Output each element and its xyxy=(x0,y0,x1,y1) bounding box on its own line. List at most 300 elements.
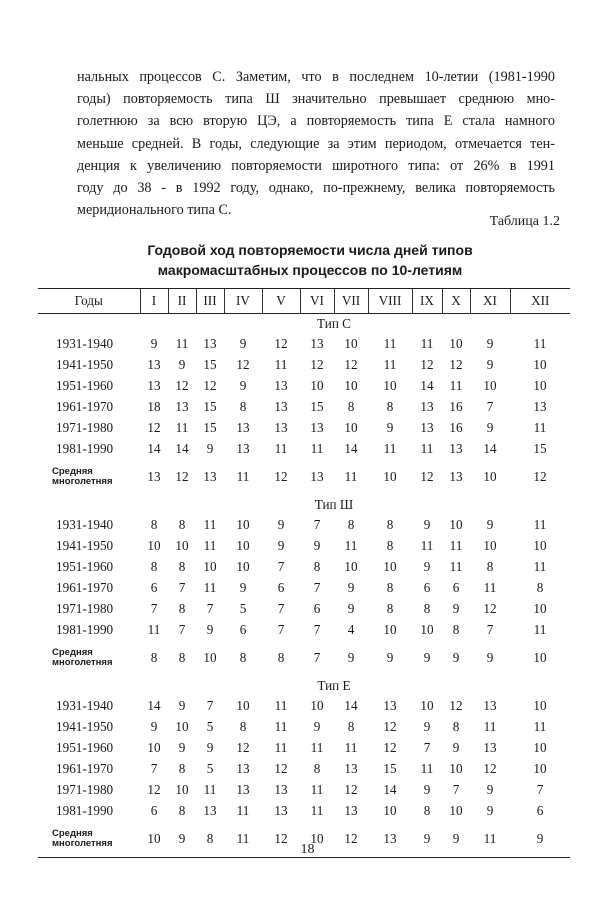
table-cell: 11 xyxy=(203,537,217,553)
table-row xyxy=(38,556,570,577)
table-cell: 10 xyxy=(310,377,324,393)
table-row xyxy=(38,438,570,459)
table-cell: 8 xyxy=(150,516,158,532)
table-cell: 8 xyxy=(239,718,247,734)
table-cell: 12 xyxy=(449,356,463,372)
table-cell: 9 xyxy=(206,739,214,755)
table-cell: 12 xyxy=(274,760,288,776)
average-cell: 9 xyxy=(347,650,355,665)
average-cell: 12 xyxy=(262,821,300,858)
table-cell: 9 xyxy=(452,739,460,755)
average-cell: 8 xyxy=(178,650,186,665)
row-years: 1981-1990 xyxy=(56,802,114,818)
average-cell: 7 xyxy=(313,650,321,665)
average-cell: 9 xyxy=(168,821,196,858)
average-cell: 12 xyxy=(274,469,288,484)
table-cell: 11 xyxy=(383,440,397,456)
paragraph-line: меридионального типа С. xyxy=(77,202,232,219)
table-cell: 12 xyxy=(203,377,217,393)
column-header-month: X xyxy=(442,289,470,314)
table-cell: 8 xyxy=(347,516,355,532)
table-cell: 5 xyxy=(206,760,214,776)
table-cell: 10 xyxy=(310,697,324,713)
table-row xyxy=(38,758,570,779)
table-cell: 8 xyxy=(486,558,494,574)
table-cell: 15 xyxy=(310,398,324,414)
table-cell: 13 xyxy=(274,781,288,797)
table-cell: 11 xyxy=(420,335,434,351)
table-cell: 8 xyxy=(423,802,431,818)
table-cell: 16 xyxy=(449,419,463,435)
table-cell: 13 xyxy=(274,802,288,818)
table-cell: 12 xyxy=(344,356,358,372)
table-row xyxy=(38,535,570,556)
table-cell: 13 xyxy=(274,398,288,414)
table-cell: 8 xyxy=(150,558,158,574)
average-cell: 13 xyxy=(368,821,412,858)
table-cell: 11 xyxy=(203,579,217,595)
paragraph-line: денция к увеличению повторяемости широтного типа: от 26% в 1991 xyxy=(77,157,555,174)
table-cell: 13 xyxy=(203,802,217,818)
table-cell: 10 xyxy=(533,377,547,393)
column-header-month: III xyxy=(196,289,224,314)
table-cell: 11 xyxy=(533,516,547,532)
paragraph-line: меньше средней. В годы, следующие за этим периодом, отмечается тен- xyxy=(77,135,555,152)
table-cell: 9 xyxy=(178,356,186,372)
table-cell: 8 xyxy=(178,802,186,818)
table-row xyxy=(38,396,570,417)
table-cell: 11 xyxy=(420,440,434,456)
average-cell: 9 xyxy=(386,650,394,665)
table-row xyxy=(38,619,570,640)
table-cell: 9 xyxy=(347,600,355,616)
paragraph-line: голетнюю за всю вторую ЦЭ, а повторяемость типа Е стала намного xyxy=(77,113,555,130)
table-cell: 10 xyxy=(147,739,161,755)
table-cell: 9 xyxy=(206,621,214,637)
table-cell: 13 xyxy=(344,760,358,776)
table-cell: 13 xyxy=(274,419,288,435)
table-cell: 16 xyxy=(449,398,463,414)
average-label-line2: многолетняя xyxy=(52,476,113,487)
row-years: 1971-1980 xyxy=(56,419,114,435)
table-cell: 10 xyxy=(533,600,547,616)
table-cell: 13 xyxy=(147,377,161,393)
table-cell: 7 xyxy=(486,621,494,637)
section-title: Тип С xyxy=(317,315,351,331)
row-years: 1951-1960 xyxy=(56,558,114,574)
table-cell: 8 xyxy=(313,558,321,574)
table-cell: 7 xyxy=(452,781,460,797)
table-header-row xyxy=(38,289,570,314)
table-cell: 13 xyxy=(236,440,250,456)
table-cell: 10 xyxy=(533,739,547,755)
table-cell: 10 xyxy=(344,377,358,393)
table-cell: 12 xyxy=(236,356,250,372)
table-cell: 10 xyxy=(483,377,497,393)
table-cell: 9 xyxy=(277,516,285,532)
section-title-row xyxy=(38,495,570,514)
table-cell: 6 xyxy=(277,579,285,595)
table-cell: 10 xyxy=(533,537,547,553)
row-years: 1951-1960 xyxy=(56,739,114,755)
table-cell: 9 xyxy=(423,718,431,734)
table-cell: 10 xyxy=(236,537,250,553)
table-cell: 13 xyxy=(203,335,217,351)
table-cell: 12 xyxy=(274,335,288,351)
table-cell: 9 xyxy=(239,377,247,393)
column-header-years: Годы xyxy=(38,289,140,314)
table-cell: 9 xyxy=(486,781,494,797)
table-cell: 9 xyxy=(486,356,494,372)
table-cell: 10 xyxy=(533,760,547,776)
column-header-month: IV xyxy=(224,289,262,314)
table-row xyxy=(38,417,570,438)
average-row xyxy=(38,459,570,495)
row-years: 1941-1950 xyxy=(56,718,114,734)
table-cell: 13 xyxy=(533,398,547,414)
column-header-month: V xyxy=(262,289,300,314)
column-header-month: IX xyxy=(412,289,442,314)
table-cell: 15 xyxy=(203,419,217,435)
column-header-month: VII xyxy=(334,289,368,314)
row-years: 1931-1940 xyxy=(56,516,114,532)
table-cell: 4 xyxy=(347,621,355,637)
table-cell: 6 xyxy=(150,579,158,595)
average-label xyxy=(38,459,140,495)
column-header-month: XI xyxy=(470,289,510,314)
table-cell: 13 xyxy=(383,697,397,713)
average-cell: 10 xyxy=(300,821,334,858)
average-label-line1: Средняя xyxy=(52,828,93,839)
table-cell: 14 xyxy=(483,440,497,456)
table-cell: 6 xyxy=(536,802,544,818)
table-cell: 7 xyxy=(206,600,214,616)
table-cell: 10 xyxy=(147,537,161,553)
row-years: 1971-1980 xyxy=(56,781,114,797)
table-cell: 11 xyxy=(533,718,547,734)
table-cell: 11 xyxy=(344,537,358,553)
table-cell: 8 xyxy=(313,760,321,776)
average-cell: 12 xyxy=(420,469,434,484)
table-cell: 11 xyxy=(533,419,547,435)
table-cell: 10 xyxy=(344,558,358,574)
column-header-month: II xyxy=(168,289,196,314)
table-cell: 13 xyxy=(236,781,250,797)
table-cell: 15 xyxy=(203,356,217,372)
table-cell: 13 xyxy=(483,739,497,755)
table-cell: 9 xyxy=(486,335,494,351)
table-cell: 10 xyxy=(420,697,434,713)
table-label: Таблица 1.2 xyxy=(489,214,560,229)
row-years: 1981-1990 xyxy=(56,440,114,456)
table-cell: 8 xyxy=(452,718,460,734)
table-row xyxy=(38,577,570,598)
average-cell: 9 xyxy=(452,650,460,665)
table-cell: 7 xyxy=(178,621,186,637)
average-cell: 11 xyxy=(236,469,250,484)
table-cell: 10 xyxy=(383,802,397,818)
table-cell: 11 xyxy=(483,718,497,734)
table-cell: 7 xyxy=(277,621,285,637)
table-cell: 14 xyxy=(344,697,358,713)
table-cell: 8 xyxy=(178,760,186,776)
average-label-line2: многолетняя xyxy=(52,838,113,849)
table-cell: 14 xyxy=(147,440,161,456)
table-cell: 6 xyxy=(150,802,158,818)
column-header-month: VIII xyxy=(368,289,412,314)
average-label-line1: Средняя xyxy=(52,647,93,658)
table-row xyxy=(38,779,570,800)
table-cell: 8 xyxy=(423,600,431,616)
average-cell: 10 xyxy=(203,650,217,665)
average-cell: 10 xyxy=(533,650,547,665)
table-row xyxy=(38,333,570,354)
average-cell: 10 xyxy=(140,821,168,858)
table-cell: 7 xyxy=(178,579,186,595)
table-cell: 11 xyxy=(449,537,463,553)
average-cell: 9 xyxy=(486,650,494,665)
table-cell: 13 xyxy=(236,419,250,435)
table-cell: 14 xyxy=(175,440,189,456)
table-cell: 11 xyxy=(420,760,434,776)
table-cell: 9 xyxy=(277,537,285,553)
row-years: 1961-1970 xyxy=(56,579,114,595)
table-cell: 15 xyxy=(533,440,547,456)
table-row xyxy=(38,514,570,535)
section-title-row xyxy=(38,314,570,334)
table-cell: 9 xyxy=(239,335,247,351)
table-cell: 7 xyxy=(423,739,431,755)
table-cell: 11 xyxy=(310,802,324,818)
average-cell: 13 xyxy=(203,469,217,484)
table-cell: 13 xyxy=(449,440,463,456)
average-cell: 11 xyxy=(470,821,510,858)
table-cell: 7 xyxy=(486,398,494,414)
table-cell: 10 xyxy=(236,516,250,532)
table-cell: 9 xyxy=(423,516,431,532)
column-header-month: I xyxy=(140,289,168,314)
table-cell: 7 xyxy=(206,697,214,713)
table-cell: 9 xyxy=(486,419,494,435)
table-cell: 8 xyxy=(536,579,544,595)
average-label-line2: многолетняя xyxy=(52,657,113,668)
table-cell: 11 xyxy=(383,356,397,372)
table-row xyxy=(38,716,570,737)
average-cell: 11 xyxy=(344,469,358,484)
column-header-month: XII xyxy=(510,289,570,314)
average-cell: 12 xyxy=(533,469,547,484)
table-row xyxy=(38,354,570,375)
table-cell: 13 xyxy=(420,398,434,414)
table-cell: 11 xyxy=(483,579,497,595)
table-cell: 10 xyxy=(175,781,189,797)
table-cell: 11 xyxy=(274,356,288,372)
table-cell: 7 xyxy=(150,600,158,616)
table-cell: 12 xyxy=(310,356,324,372)
table-cell: 11 xyxy=(203,516,217,532)
table-cell: 11 xyxy=(310,440,324,456)
average-cell: 8 xyxy=(277,650,285,665)
table-cell: 11 xyxy=(147,621,161,637)
table-cell: 7 xyxy=(536,781,544,797)
table-caption-line2: макромасштабных процессов по 10-летиям xyxy=(157,262,463,278)
table-cell: 11 xyxy=(449,558,463,574)
average-cell: 12 xyxy=(334,821,368,858)
table-cell: 12 xyxy=(147,419,161,435)
table-cell: 10 xyxy=(344,419,358,435)
table-cell: 11 xyxy=(383,335,397,351)
table-cell: 15 xyxy=(203,398,217,414)
table-cell: 12 xyxy=(383,718,397,734)
table-cell: 7 xyxy=(313,621,321,637)
table-cell: 9 xyxy=(486,516,494,532)
table-cell: 10 xyxy=(175,537,189,553)
table-cell: 10 xyxy=(533,697,547,713)
table-cell: 6 xyxy=(313,600,321,616)
table-cell: 14 xyxy=(147,697,161,713)
table-cell: 9 xyxy=(239,579,247,595)
row-years: 1961-1970 xyxy=(56,760,114,776)
table-cell: 10 xyxy=(236,558,250,574)
row-years: 1941-1950 xyxy=(56,356,114,372)
table-cell: 11 xyxy=(420,537,434,553)
table-cell: 8 xyxy=(347,398,355,414)
column-header-month: VI xyxy=(300,289,334,314)
table-cell: 8 xyxy=(347,718,355,734)
table-cell: 13 xyxy=(310,419,324,435)
table-cell: 10 xyxy=(383,377,397,393)
table-cell: 11 xyxy=(175,335,189,351)
table-cell: 14 xyxy=(383,781,397,797)
table-cell: 10 xyxy=(483,537,497,553)
table-cell: 9 xyxy=(150,335,158,351)
table-cell: 11 xyxy=(533,335,547,351)
table-cell: 10 xyxy=(236,697,250,713)
table-cell: 10 xyxy=(203,558,217,574)
table-cell: 13 xyxy=(236,760,250,776)
row-years: 1951-1960 xyxy=(56,377,114,393)
section-title: Тип Е xyxy=(317,677,351,693)
table-cell: 12 xyxy=(175,377,189,393)
table-cell: 9 xyxy=(150,718,158,734)
average-cell: 9 xyxy=(423,650,431,665)
row-years: 1931-1940 xyxy=(56,335,114,351)
row-years: 1931-1940 xyxy=(56,697,114,713)
table-cell: 13 xyxy=(310,335,324,351)
row-years: 1981-1990 xyxy=(56,621,114,637)
table-row xyxy=(38,737,570,758)
table-cell: 7 xyxy=(313,516,321,532)
average-cell: 11 xyxy=(224,821,262,858)
table-cell: 7 xyxy=(277,558,285,574)
table-cell: 8 xyxy=(386,516,394,532)
average-cell: 10 xyxy=(483,469,497,484)
table-cell: 9 xyxy=(347,579,355,595)
table-cell: 18 xyxy=(147,398,161,414)
table-cell: 9 xyxy=(313,718,321,734)
table-cell: 9 xyxy=(386,419,394,435)
table-cell: 14 xyxy=(344,440,358,456)
table-row xyxy=(38,375,570,396)
table-cell: 10 xyxy=(449,335,463,351)
table-row xyxy=(38,800,570,821)
average-cell: 8 xyxy=(239,650,247,665)
average-label-line1: Средняя xyxy=(52,466,93,477)
table-cell: 8 xyxy=(386,579,394,595)
table-cell: 12 xyxy=(147,781,161,797)
table-cell: 10 xyxy=(344,335,358,351)
table-cell: 12 xyxy=(420,356,434,372)
table-cell: 9 xyxy=(178,697,186,713)
table-cell: 12 xyxy=(236,739,250,755)
table-cell: 10 xyxy=(449,516,463,532)
repeatability-table xyxy=(38,288,570,858)
table-cell: 13 xyxy=(420,419,434,435)
average-cell: 8 xyxy=(150,650,158,665)
table-cell: 9 xyxy=(486,802,494,818)
table-cell: 8 xyxy=(386,537,394,553)
average-cell: 13 xyxy=(147,469,161,484)
table-cell: 11 xyxy=(203,781,217,797)
paragraph-line: году до 38 - в 1992 году, однако, по-прежнему, велика повторяемость xyxy=(77,180,555,197)
table-cell: 9 xyxy=(452,600,460,616)
table-cell: 10 xyxy=(175,718,189,734)
table-cell: 11 xyxy=(175,419,189,435)
section-title: Тип Ш xyxy=(314,496,354,512)
table-cell: 11 xyxy=(274,697,288,713)
average-cell: 9 xyxy=(412,821,442,858)
table-cell: 13 xyxy=(147,356,161,372)
paragraph-line: нальных процессов С. Заметим, что в последнем 10-летии (1981-1990 xyxy=(77,69,555,85)
average-row xyxy=(38,640,570,676)
table-cell: 11 xyxy=(310,781,324,797)
page-number: 18 xyxy=(300,842,315,857)
table-cell: 15 xyxy=(383,760,397,776)
table-cell: 10 xyxy=(383,558,397,574)
row-years: 1961-1970 xyxy=(56,398,114,414)
table-cell: 8 xyxy=(178,600,186,616)
table-cell: 5 xyxy=(239,600,247,616)
table-cell: 12 xyxy=(483,760,497,776)
table-cell: 14 xyxy=(420,377,434,393)
table-cell: 13 xyxy=(274,377,288,393)
average-cell: 12 xyxy=(175,469,189,484)
table-cell: 7 xyxy=(277,600,285,616)
average-cell: 8 xyxy=(196,821,224,858)
table-cell: 12 xyxy=(344,781,358,797)
table-cell: 8 xyxy=(178,516,186,532)
table-cell: 7 xyxy=(150,760,158,776)
table-cell: 6 xyxy=(239,621,247,637)
table-cell: 9 xyxy=(313,537,321,553)
table-cell: 11 xyxy=(274,440,288,456)
table-cell: 11 xyxy=(344,739,358,755)
body-paragraph xyxy=(77,66,555,221)
table-cell: 11 xyxy=(236,802,250,818)
table-cell: 11 xyxy=(533,621,547,637)
table-cell: 12 xyxy=(483,600,497,616)
table-cell: 10 xyxy=(449,802,463,818)
table-cell: 8 xyxy=(386,600,394,616)
table-cell: 6 xyxy=(423,579,431,595)
table-cell: 10 xyxy=(533,356,547,372)
table-cell: 9 xyxy=(206,440,214,456)
table-cell: 12 xyxy=(383,739,397,755)
table-cell: 10 xyxy=(449,760,463,776)
paragraph-line: годы) повторяемость типа Ш значительно превышает среднюю мно- xyxy=(77,91,555,108)
table-caption-line1: Годовой ход повторяемости числа дней типов xyxy=(147,242,473,258)
table-cell: 10 xyxy=(383,621,397,637)
